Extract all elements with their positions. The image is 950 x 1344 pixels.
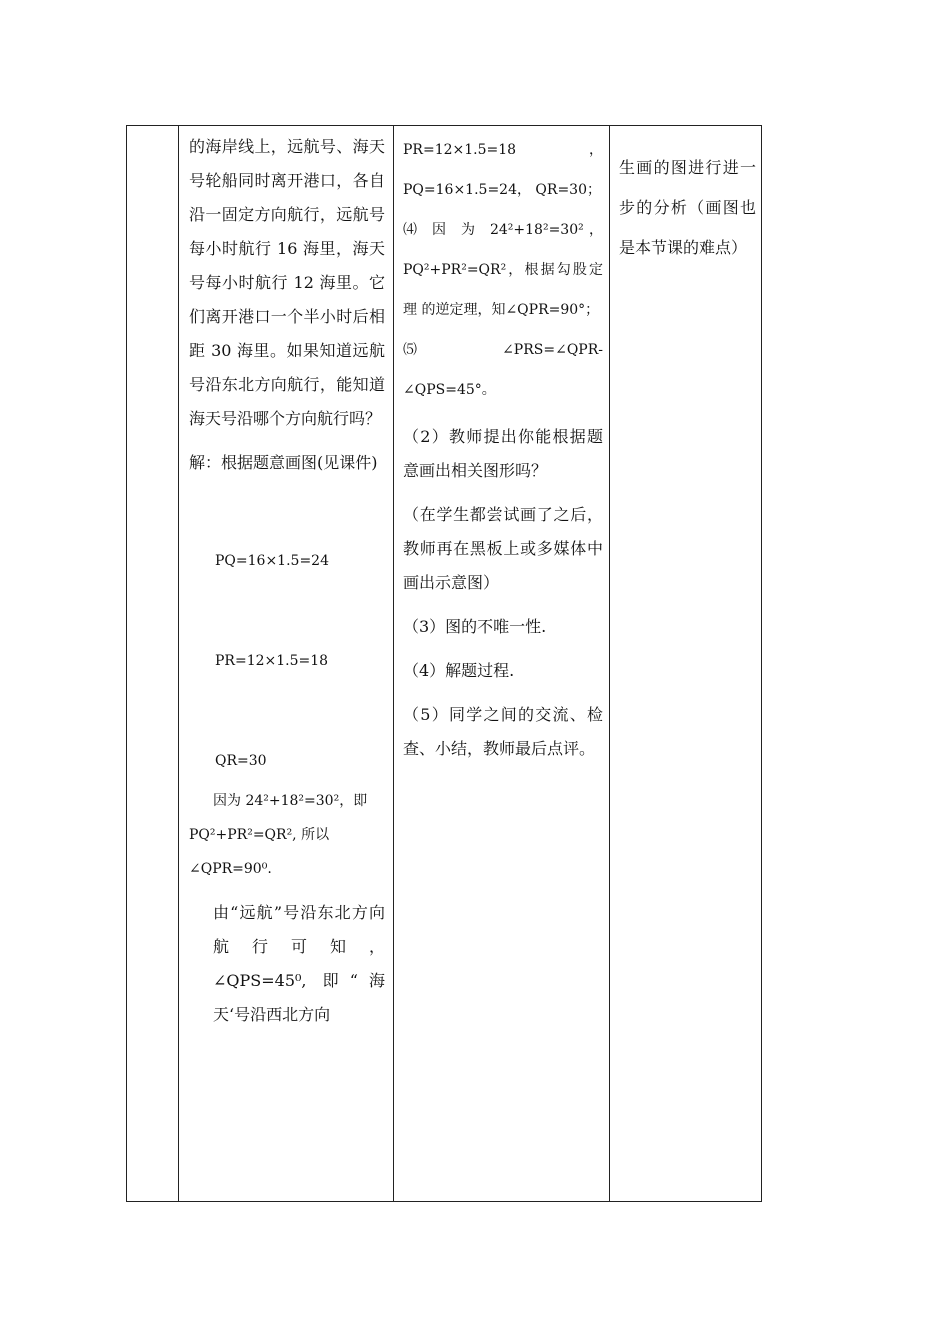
angle-text: ∠QPR=90⁰. — [189, 861, 272, 877]
relation-text: PQ²+PR²=QR², 所以 — [189, 827, 330, 843]
equation-pq: PQ=16×1.5=24 — [215, 553, 329, 569]
activity-column — [394, 126, 609, 766]
proof-line: ⑷ 因 为 24²+18²=30²，PQ²+PR²=QR²，根据勾股定理 的逆定理，知∠QPR=90°； — [403, 222, 603, 318]
conclusion-text: 由“远航”号沿东北方向航行可知， ∠QPS=45⁰, 即“海天‘号沿西北方向 — [213, 903, 385, 1024]
step-3: （3）图的不唯一性. — [403, 617, 547, 636]
teacher-note: （在学生都尝试画了之后，教师再在黑板上或多媒体中画出示意图） — [403, 505, 603, 592]
step-2: （2）教师提出你能根据题意画出相关图形吗？ — [403, 427, 603, 480]
equation-pr: PR=12×1.5=18 — [215, 653, 329, 669]
intent-text: 生画的图进行进一步的分析（画图也是本节课的难点） — [619, 158, 756, 257]
equation-qr: QR=30 — [215, 753, 267, 769]
content-column — [179, 126, 393, 1032]
because-text: 因为 24²+18²=30²，即 — [213, 793, 368, 809]
column-divider — [609, 126, 610, 1201]
problem-text: 的海岸线上，远航号、海天号轮船同时离开港口，各自沿一固定方向航行，远航号每小时航行 16 海里，海天号每小时航行 12 海里。它们离开港口一个半小时后相距 30 海里。如果知道远航号沿东北方向航行，能知道海天号沿哪个方向航行吗？ — [189, 137, 385, 428]
step-5: （5）同学之间的交流、检查、小结，教师最后点评。 — [403, 705, 603, 758]
intent-column — [610, 126, 762, 268]
lesson-table — [126, 125, 762, 1202]
angle-line: ⑸∠PRS=∠QPR-∠QPS=45°。 — [403, 342, 603, 398]
solution-text: 解：根据题意画图(见课件) — [189, 453, 378, 472]
calc-line: PR=12×1.5=18， PQ=16×1.5=24， QR=30； — [403, 142, 603, 198]
step-4: （4）解题过程. — [403, 661, 515, 680]
